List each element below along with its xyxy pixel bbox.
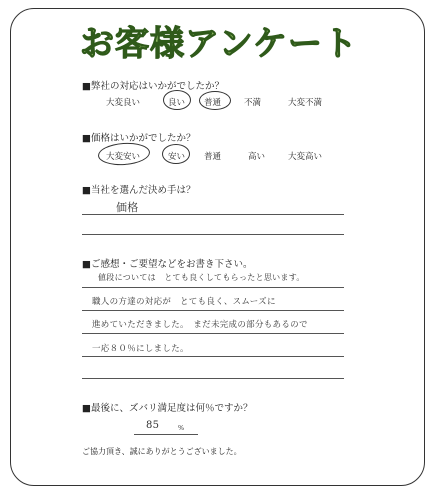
comment-line-1: 値段については とても良くしてもらったと思います。 <box>98 273 305 282</box>
price-option-very-cheap: 大変安い <box>106 152 141 162</box>
answer-line <box>82 234 344 235</box>
answer-line <box>82 333 344 334</box>
question-deciding-factor: ■当社を選んだ決め手は？ <box>82 185 196 196</box>
question-satisfaction: ■最後に、ズバリ満足度は何％ですか？ <box>82 403 253 414</box>
answer-line <box>82 356 344 357</box>
answer-line <box>82 214 344 215</box>
answer-line <box>82 378 344 379</box>
service-option-dissatisfied: 不満 <box>244 98 262 108</box>
footer-thanks: ご協力頂き、誠にありがとうございました。 <box>82 447 242 456</box>
deciding-factor-answer: 価格 <box>116 201 139 214</box>
comment-line-4: 一応８０％にしました。 <box>92 344 189 354</box>
satisfaction-unit: % <box>178 424 185 432</box>
service-option-very-dissatisfied: 大変不満 <box>288 98 323 108</box>
price-option-very-expensive: 大変高い <box>288 152 323 162</box>
answer-line <box>82 310 344 311</box>
price-option-expensive: 高い <box>248 152 266 162</box>
price-option-normal: 普通 <box>204 152 222 162</box>
selection-circle-normal <box>199 91 231 110</box>
question-comments: ■ご感想・ご要望などをお書き下さい。 <box>82 259 253 270</box>
satisfaction-line <box>134 434 198 435</box>
service-option-very-good: 大変良い <box>106 98 141 108</box>
answer-line <box>82 287 344 288</box>
satisfaction-answer: 85 <box>146 420 160 431</box>
question-service: ■弊社の対応はいかがでしたか？ <box>82 81 224 92</box>
comment-line-2: 職人の方達の対応が とても良く、スムーズに <box>92 297 276 307</box>
service-option-normal: 普通 <box>204 98 222 108</box>
selection-circle-cheap <box>162 144 190 164</box>
survey-title: お客様アンケート <box>80 24 358 64</box>
comment-line-3: 進めていただきました。 まだ未完成の部分もあるので <box>92 320 308 330</box>
selection-circle-good <box>163 90 191 110</box>
service-option-good: 良い <box>168 98 186 108</box>
question-price: ■価格はいかがでしたか？ <box>82 133 196 144</box>
price-option-cheap: 安い <box>168 152 186 162</box>
